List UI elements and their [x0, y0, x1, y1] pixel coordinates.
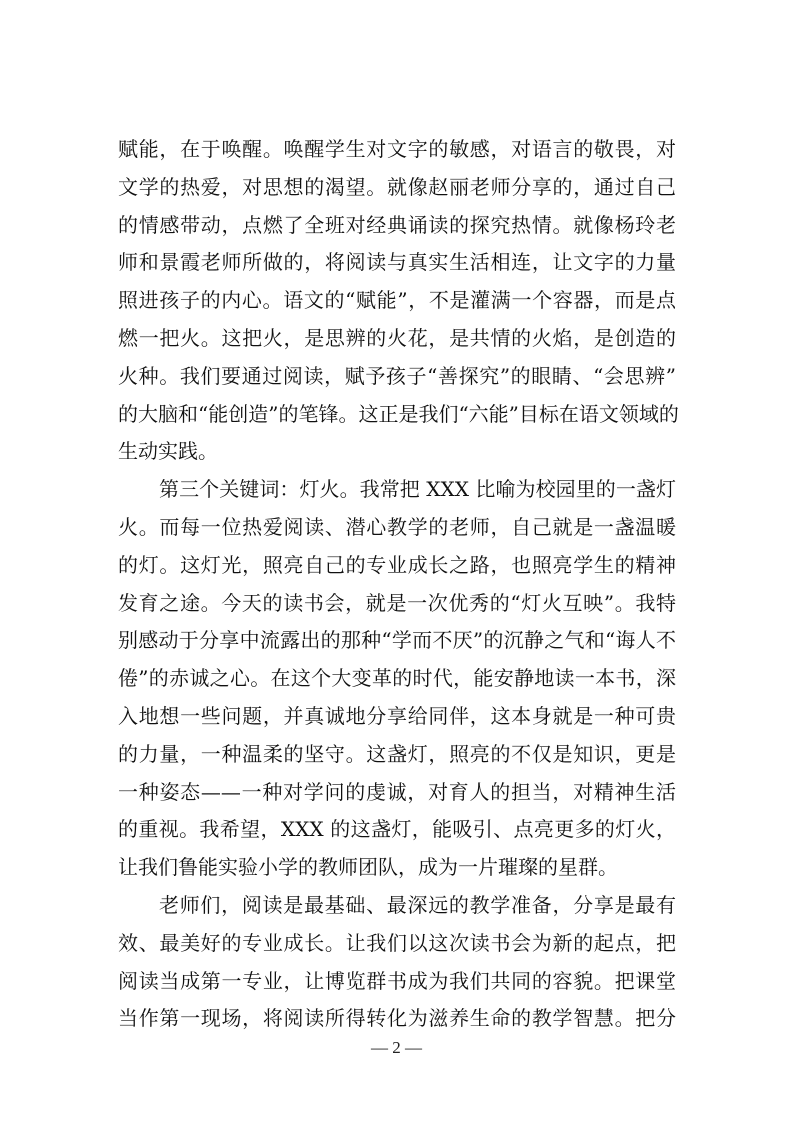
text-line: 照进孩子的内心。语文的“赋能”，不是灌满一个容器，而是点 [118, 288, 676, 313]
text-line: 的情感带动，点燃了全班对经典诵读的探究热情。就像杨玲老 [118, 212, 676, 237]
text-line: 火。而每一位热爱阅读、潜心教学的老师，自己就是一盏温暖 [118, 514, 676, 539]
text-line: 赋能，在于唤醒。唤醒学生对文字的敏感，对语言的敬畏，对 [118, 137, 676, 161]
body-text [118, 131, 679, 1038]
text-line: 文学的热爱，对思想的渴望。就像赵丽老师分享的，通过自己 [118, 174, 676, 199]
text-line: 效、最美好的专业成长。让我们以这次读书会为新的起点，把 [118, 930, 676, 955]
text-line: 一种姿态——一种对学问的虔诚，对育人的担当，对精神生活 [118, 779, 676, 804]
text-line: 燃一把火。这把火，是思辨的火花，是共情的火焰，是创造的 [118, 325, 676, 350]
text-line: 生动实践。 [118, 439, 218, 464]
text-line: 发育之途。今天的读书会，就是一次优秀的“灯火互映”。我特 [118, 590, 676, 615]
text-line: 的灯。这灯光，照亮自己的专业成长之路，也照亮学生的精神 [118, 552, 676, 577]
text-line: 的力量，一种温柔的坚守。这盏灯，照亮的不仅是知识，更是 [118, 741, 676, 766]
text-line: 的大脑和“能创造”的笔锋。这正是我们“六能”目标在语文领域的 [118, 401, 679, 426]
text-line: 老师们，阅读是最基础、最深远的教学准备，分享是最有 [159, 892, 676, 917]
text-line: 入地想一些问题，并真诚地分享给同伴，这本身就是一种可贵 [118, 703, 676, 728]
text-line: 师和景霞老师所做的，将阅读与真实生活相连，让文字的力量 [118, 250, 676, 275]
text-line: 当作第一现场，将阅读所得转化为滋养生命的教学智慧。把分 [118, 1006, 676, 1031]
text-line: 阅读当成第一专业，让博览群书成为我们共同的容貌。把课堂 [118, 968, 676, 993]
page-number: — 2 — [371, 1038, 422, 1057]
text-line: 火种。我们要通过阅读，赋予孩子“善探究”的眼睛、“会思辨” [118, 363, 676, 388]
text-line: 第三个关键词：灯火。我常把 XXX 比喻为校园里的一盏灯 [159, 477, 676, 502]
text-line: 倦”的赤诚之心。在这个大变革的时代，能安静地读一本书，深 [118, 666, 676, 691]
text-line: 别感动于分享中流露出的那种“学而不厌”的沉静之气和“诲人不 [118, 628, 676, 653]
text-line: 让我们鲁能实验小学的教师团队，成为一片璀璨的星群。 [118, 855, 618, 880]
text-line: 的重视。我希望，XXX 的这盏灯，能吸引、点亮更多的灯火， [118, 817, 676, 842]
